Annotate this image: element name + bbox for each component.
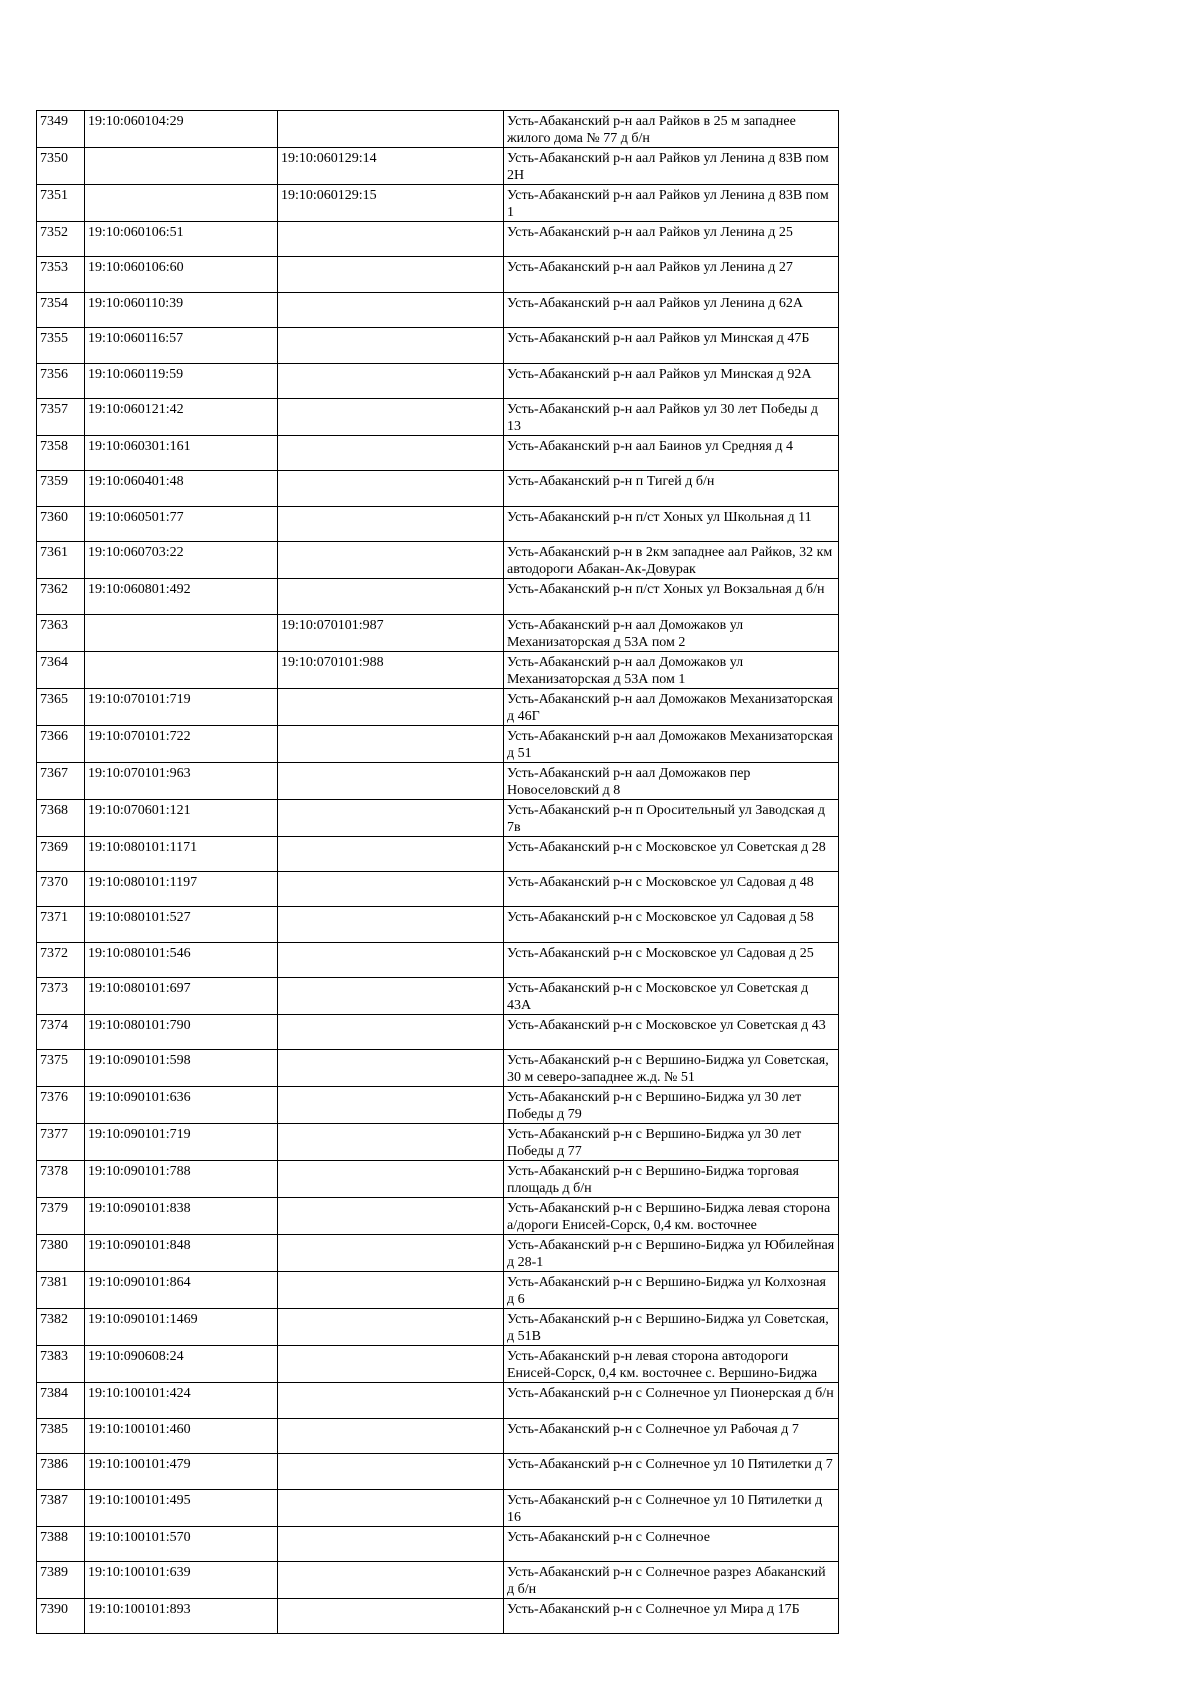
table-row xyxy=(37,1599,839,1634)
table-row xyxy=(37,1346,839,1383)
address-cell: Усть-Абаканский р-н аал Райков ул 30 лет Победы д 13 xyxy=(504,398,839,435)
row-number-cell: 7385 xyxy=(37,1418,85,1453)
premises-cadastral-number-cell xyxy=(278,1383,504,1418)
row-number-cell: 7353 xyxy=(37,257,85,292)
table-row xyxy=(37,1087,839,1124)
row-number-cell: 7386 xyxy=(37,1454,85,1489)
row-number-cell: 7372 xyxy=(37,942,85,977)
premises-cadastral-number-cell xyxy=(278,1309,504,1346)
premises-cadastral-number-cell xyxy=(278,1124,504,1161)
cadastral-number-cell: 19:10:090101:788 xyxy=(85,1161,278,1198)
row-number-cell: 7380 xyxy=(37,1235,85,1272)
cadastral-number-cell: 19:10:100101:570 xyxy=(85,1526,278,1561)
address-cell: Усть-Абаканский р-н с Вершино-Биджа ул Советская, д 51В xyxy=(504,1309,839,1346)
table-row xyxy=(37,1489,839,1526)
premises-cadastral-number-cell xyxy=(278,257,504,292)
row-number-cell: 7356 xyxy=(37,363,85,398)
row-number-cell: 7379 xyxy=(37,1198,85,1235)
row-number-cell: 7359 xyxy=(37,471,85,506)
premises-cadastral-number-cell xyxy=(278,1235,504,1272)
table-row xyxy=(37,111,839,148)
row-number-cell: 7364 xyxy=(37,651,85,688)
address-cell: Усть-Абаканский р-н с Московское ул Советская д 28 xyxy=(504,836,839,871)
row-number-cell: 7390 xyxy=(37,1599,85,1634)
row-number-cell: 7350 xyxy=(37,148,85,185)
table-row xyxy=(37,1161,839,1198)
table-row xyxy=(37,688,839,725)
address-cell: Усть-Абаканский р-н с Солнечное ул Пионерская д б/н xyxy=(504,1383,839,1418)
premises-cadastral-number-cell xyxy=(278,762,504,799)
row-number-cell: 7361 xyxy=(37,542,85,579)
premises-cadastral-number-cell xyxy=(278,1454,504,1489)
address-cell: Усть-Абаканский р-н с Московское ул Советская д 43 xyxy=(504,1015,839,1050)
premises-cadastral-number-cell xyxy=(278,1050,504,1087)
address-cell: Усть-Абаканский р-н с Вершино-Биджа ул Колхозная д 6 xyxy=(504,1272,839,1309)
cadastral-number-cell: 19:10:080101:697 xyxy=(85,978,278,1015)
table-row xyxy=(37,762,839,799)
row-number-cell: 7378 xyxy=(37,1161,85,1198)
cadastral-number-cell: 19:10:090101:636 xyxy=(85,1087,278,1124)
premises-cadastral-number-cell xyxy=(278,725,504,762)
premises-cadastral-number-cell: 19:10:060129:15 xyxy=(278,185,504,222)
premises-cadastral-number-cell xyxy=(278,1599,504,1634)
premises-cadastral-number-cell: 19:10:070101:987 xyxy=(278,614,504,651)
cadastral-number-cell: 19:10:060301:161 xyxy=(85,435,278,470)
premises-cadastral-number-cell xyxy=(278,328,504,363)
table-row xyxy=(37,257,839,292)
address-cell: Усть-Абаканский р-н с Московское ул Садовая д 25 xyxy=(504,942,839,977)
row-number-cell: 7355 xyxy=(37,328,85,363)
cadastral-number-cell: 19:10:090101:864 xyxy=(85,1272,278,1309)
address-cell: Усть-Абаканский р-н с Московское ул Садовая д 58 xyxy=(504,907,839,942)
premises-cadastral-number-cell xyxy=(278,222,504,257)
premises-cadastral-number-cell xyxy=(278,292,504,327)
cadastral-number-cell: 19:10:100101:639 xyxy=(85,1562,278,1599)
cadastral-number-cell: 19:10:060401:48 xyxy=(85,471,278,506)
cadastral-number-cell: 19:10:060106:60 xyxy=(85,257,278,292)
premises-cadastral-number-cell xyxy=(278,506,504,541)
cadastral-number-cell: 19:10:060106:51 xyxy=(85,222,278,257)
cadastral-number-cell: 19:10:100101:495 xyxy=(85,1489,278,1526)
property-table xyxy=(36,110,839,1634)
table-row xyxy=(37,1418,839,1453)
address-cell: Усть-Абаканский р-н аал Райков ул Ленина д 62А xyxy=(504,292,839,327)
address-cell: Усть-Абаканский р-н аал Райков в 25 м западнее жилого дома № 77 д б/н xyxy=(504,111,839,148)
address-cell: Усть-Абаканский р-н аал Доможаков ул Механизаторская д 53А пом 1 xyxy=(504,651,839,688)
address-cell: Усть-Абаканский р-н с Солнечное xyxy=(504,1526,839,1561)
table-row xyxy=(37,1124,839,1161)
table-row xyxy=(37,1383,839,1418)
premises-cadastral-number-cell xyxy=(278,435,504,470)
table-row xyxy=(37,614,839,651)
premises-cadastral-number-cell xyxy=(278,1562,504,1599)
row-number-cell: 7360 xyxy=(37,506,85,541)
premises-cadastral-number-cell: 19:10:060129:14 xyxy=(278,148,504,185)
table-row xyxy=(37,471,839,506)
address-cell: Усть-Абаканский р-н п/ст Хоных ул Школьная д 11 xyxy=(504,506,839,541)
table-row xyxy=(37,907,839,942)
address-cell: Усть-Абаканский р-н аал Доможаков пер Новоселовский д 8 xyxy=(504,762,839,799)
cadastral-number-cell: 19:10:090101:838 xyxy=(85,1198,278,1235)
premises-cadastral-number-cell xyxy=(278,1161,504,1198)
table-row xyxy=(37,871,839,906)
address-cell: Усть-Абаканский р-н аал Доможаков ул Механизаторская д 53А пом 2 xyxy=(504,614,839,651)
cadastral-number-cell: 19:10:060119:59 xyxy=(85,363,278,398)
row-number-cell: 7351 xyxy=(37,185,85,222)
row-number-cell: 7365 xyxy=(37,688,85,725)
row-number-cell: 7363 xyxy=(37,614,85,651)
table-row xyxy=(37,1050,839,1087)
cadastral-number-cell: 19:10:080101:1197 xyxy=(85,871,278,906)
address-cell: Усть-Абаканский р-н в 2км западнее аал Райков, 32 км автодороги Абакан-Ак-Довурак xyxy=(504,542,839,579)
cadastral-number-cell: 19:10:080101:1171 xyxy=(85,836,278,871)
premises-cadastral-number-cell xyxy=(278,942,504,977)
table-row xyxy=(37,398,839,435)
cadastral-number-cell: 19:10:060801:492 xyxy=(85,579,278,614)
address-cell: Усть-Абаканский р-н с Солнечное ул 10 Пятилетки д 7 xyxy=(504,1454,839,1489)
row-number-cell: 7370 xyxy=(37,871,85,906)
row-number-cell: 7374 xyxy=(37,1015,85,1050)
premises-cadastral-number-cell: 19:10:070101:988 xyxy=(278,651,504,688)
premises-cadastral-number-cell xyxy=(278,871,504,906)
cadastral-number-cell: 19:10:090101:719 xyxy=(85,1124,278,1161)
cadastral-number-cell: 19:10:060110:39 xyxy=(85,292,278,327)
cadastral-number-cell: 19:10:090101:598 xyxy=(85,1050,278,1087)
premises-cadastral-number-cell xyxy=(278,363,504,398)
premises-cadastral-number-cell xyxy=(278,1489,504,1526)
table-row xyxy=(37,148,839,185)
address-cell: Усть-Абаканский р-н аал Райков ул Ленина д 83В пом 2Н xyxy=(504,148,839,185)
row-number-cell: 7369 xyxy=(37,836,85,871)
cadastral-number-cell: 19:10:060703:22 xyxy=(85,542,278,579)
premises-cadastral-number-cell xyxy=(278,1015,504,1050)
table-row xyxy=(37,651,839,688)
address-cell: Усть-Абаканский р-н с Солнечное разрез Абаканский д б/н xyxy=(504,1562,839,1599)
table-row xyxy=(37,799,839,836)
address-cell: Усть-Абаканский р-н аал Райков ул Ленина д 27 xyxy=(504,257,839,292)
table-row xyxy=(37,542,839,579)
table-row xyxy=(37,725,839,762)
row-number-cell: 7366 xyxy=(37,725,85,762)
row-number-cell: 7376 xyxy=(37,1087,85,1124)
row-number-cell: 7354 xyxy=(37,292,85,327)
row-number-cell: 7362 xyxy=(37,579,85,614)
address-cell: Усть-Абаканский р-н с Вершино-Биджа левая сторона а/дороги Енисей-Сорск, 0,4 км. восточнее xyxy=(504,1198,839,1235)
row-number-cell: 7377 xyxy=(37,1124,85,1161)
cadastral-number-cell: 19:10:100101:460 xyxy=(85,1418,278,1453)
row-number-cell: 7384 xyxy=(37,1383,85,1418)
row-number-cell: 7371 xyxy=(37,907,85,942)
address-cell: Усть-Абаканский р-н с Вершино-Биджа торговая площадь д б/н xyxy=(504,1161,839,1198)
table-row xyxy=(37,1309,839,1346)
table-row xyxy=(37,978,839,1015)
table-row xyxy=(37,1526,839,1561)
premises-cadastral-number-cell xyxy=(278,907,504,942)
table-row xyxy=(37,222,839,257)
row-number-cell: 7349 xyxy=(37,111,85,148)
cadastral-number-cell: 19:10:080101:527 xyxy=(85,907,278,942)
table-row xyxy=(37,836,839,871)
cadastral-number-cell: 19:10:070101:722 xyxy=(85,725,278,762)
address-cell: Усть-Абаканский р-н аал Доможаков Механизаторская д 51 xyxy=(504,725,839,762)
address-cell: Усть-Абаканский р-н аал Райков ул Ленина д 25 xyxy=(504,222,839,257)
address-cell: Усть-Абаканский р-н левая сторона автодороги Енисей-Сорск, 0,4 км. восточнее с. Вершино-Биджа xyxy=(504,1346,839,1383)
premises-cadastral-number-cell xyxy=(278,836,504,871)
cadastral-number-cell: 19:10:060116:57 xyxy=(85,328,278,363)
premises-cadastral-number-cell xyxy=(278,978,504,1015)
table-row xyxy=(37,1235,839,1272)
table-row xyxy=(37,185,839,222)
cadastral-number-cell: 19:10:090101:848 xyxy=(85,1235,278,1272)
cadastral-number-cell: 19:10:090101:1469 xyxy=(85,1309,278,1346)
cadastral-number-cell: 19:10:070101:719 xyxy=(85,688,278,725)
address-cell: Усть-Абаканский р-н аал Баинов ул Средняя д 4 xyxy=(504,435,839,470)
cadastral-number-cell: 19:10:090608:24 xyxy=(85,1346,278,1383)
row-number-cell: 7381 xyxy=(37,1272,85,1309)
address-cell: Усть-Абаканский р-н с Солнечное ул Мира д 17Б xyxy=(504,1599,839,1634)
row-number-cell: 7367 xyxy=(37,762,85,799)
table-row xyxy=(37,435,839,470)
address-cell: Усть-Абаканский р-н с Московское ул Советская д 43А xyxy=(504,978,839,1015)
address-cell: Усть-Абаканский р-н с Московское ул Садовая д 48 xyxy=(504,871,839,906)
cadastral-number-cell: 19:10:060121:42 xyxy=(85,398,278,435)
table-row xyxy=(37,328,839,363)
row-number-cell: 7368 xyxy=(37,799,85,836)
cadastral-number-cell xyxy=(85,651,278,688)
address-cell: Усть-Абаканский р-н с Вершино-Биджа ул 30 лет Победы д 79 xyxy=(504,1087,839,1124)
row-number-cell: 7373 xyxy=(37,978,85,1015)
cadastral-number-cell: 19:10:060501:77 xyxy=(85,506,278,541)
row-number-cell: 7389 xyxy=(37,1562,85,1599)
row-number-cell: 7382 xyxy=(37,1309,85,1346)
cadastral-number-cell: 19:10:100101:893 xyxy=(85,1599,278,1634)
premises-cadastral-number-cell xyxy=(278,471,504,506)
cadastral-number-cell xyxy=(85,614,278,651)
cadastral-number-cell: 19:10:070601:121 xyxy=(85,799,278,836)
premises-cadastral-number-cell xyxy=(278,1087,504,1124)
premises-cadastral-number-cell xyxy=(278,1346,504,1383)
table-row xyxy=(37,292,839,327)
table-row xyxy=(37,1198,839,1235)
cadastral-number-cell: 19:10:060104:29 xyxy=(85,111,278,148)
premises-cadastral-number-cell xyxy=(278,1198,504,1235)
address-cell: Усть-Абаканский р-н п Тигей д б/н xyxy=(504,471,839,506)
cadastral-number-cell: 19:10:080101:790 xyxy=(85,1015,278,1050)
table-row xyxy=(37,1015,839,1050)
table-row xyxy=(37,363,839,398)
table-row xyxy=(37,1272,839,1309)
row-number-cell: 7387 xyxy=(37,1489,85,1526)
table-row xyxy=(37,506,839,541)
row-number-cell: 7388 xyxy=(37,1526,85,1561)
table-row xyxy=(37,1454,839,1489)
address-cell: Усть-Абаканский р-н п Оросительный ул Заводская д 7в xyxy=(504,799,839,836)
premises-cadastral-number-cell xyxy=(278,1526,504,1561)
table-row xyxy=(37,1562,839,1599)
address-cell: Усть-Абаканский р-н аал Райков ул Ленина д 83В пом 1 xyxy=(504,185,839,222)
table-row xyxy=(37,942,839,977)
address-cell: Усть-Абаканский р-н аал Райков ул Минская д 47Б xyxy=(504,328,839,363)
address-cell: Усть-Абаканский р-н с Вершино-Биджа ул Советская, 30 м северо-западнее ж.д. № 51 xyxy=(504,1050,839,1087)
premises-cadastral-number-cell xyxy=(278,111,504,148)
cadastral-number-cell xyxy=(85,148,278,185)
table-body xyxy=(37,111,839,1634)
cadastral-number-cell: 19:10:070101:963 xyxy=(85,762,278,799)
cadastral-number-cell: 19:10:100101:424 xyxy=(85,1383,278,1418)
address-cell: Усть-Абаканский р-н аал Райков ул Минская д 92А xyxy=(504,363,839,398)
premises-cadastral-number-cell xyxy=(278,799,504,836)
address-cell: Усть-Абаканский р-н п/ст Хоных ул Вокзальная д б/н xyxy=(504,579,839,614)
address-cell: Усть-Абаканский р-н с Солнечное ул 10 Пятилетки д 16 xyxy=(504,1489,839,1526)
row-number-cell: 7358 xyxy=(37,435,85,470)
cadastral-number-cell: 19:10:080101:546 xyxy=(85,942,278,977)
premises-cadastral-number-cell xyxy=(278,579,504,614)
address-cell: Усть-Абаканский р-н с Вершино-Биджа ул Юбилейная д 28-1 xyxy=(504,1235,839,1272)
premises-cadastral-number-cell xyxy=(278,1418,504,1453)
cadastral-number-cell: 19:10:100101:479 xyxy=(85,1454,278,1489)
premises-cadastral-number-cell xyxy=(278,398,504,435)
table-row xyxy=(37,579,839,614)
row-number-cell: 7357 xyxy=(37,398,85,435)
premises-cadastral-number-cell xyxy=(278,1272,504,1309)
address-cell: Усть-Абаканский р-н с Вершино-Биджа ул 30 лет Победы д 77 xyxy=(504,1124,839,1161)
premises-cadastral-number-cell xyxy=(278,688,504,725)
row-number-cell: 7352 xyxy=(37,222,85,257)
row-number-cell: 7383 xyxy=(37,1346,85,1383)
row-number-cell: 7375 xyxy=(37,1050,85,1087)
address-cell: Усть-Абаканский р-н с Солнечное ул Рабочая д 7 xyxy=(504,1418,839,1453)
cadastral-number-cell xyxy=(85,185,278,222)
premises-cadastral-number-cell xyxy=(278,542,504,579)
address-cell: Усть-Абаканский р-н аал Доможаков Механизаторская д 46Г xyxy=(504,688,839,725)
